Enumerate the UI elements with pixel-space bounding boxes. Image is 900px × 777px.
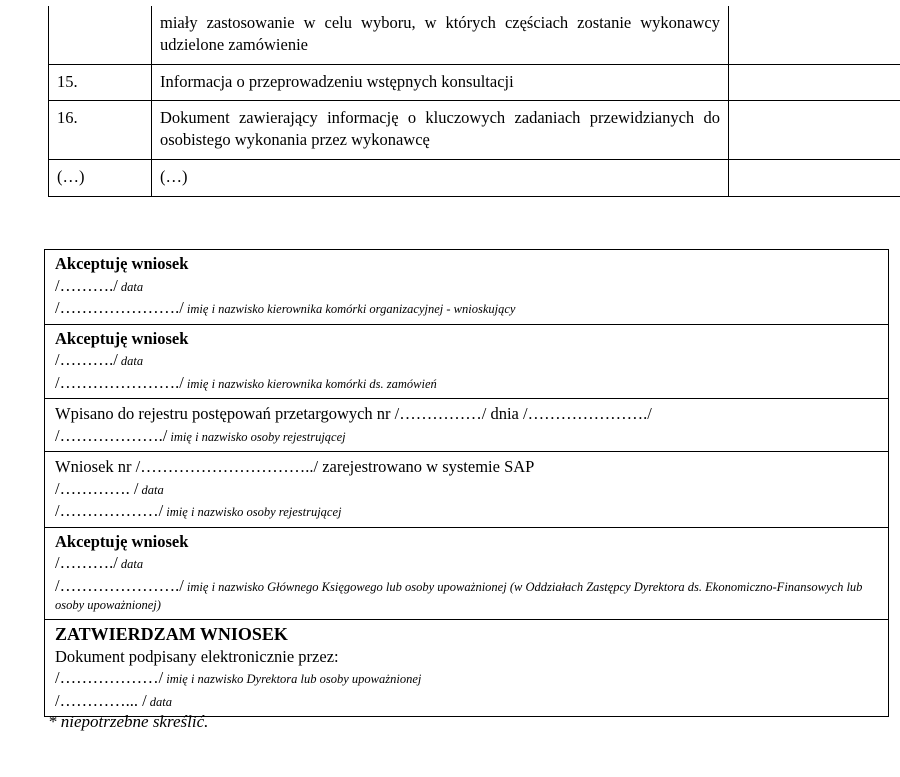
signature-line-caption: data — [117, 354, 144, 369]
requirements-table — [48, 6, 900, 197]
signature-line-name[interactable]: /…………………./ — [55, 372, 184, 392]
approval-block-ksiegowy — [45, 527, 889, 620]
approval-table — [44, 249, 889, 717]
row-description-cell: (…) — [152, 159, 729, 196]
block-title: Akceptuję wniosek — [55, 328, 189, 348]
signature-line-name[interactable]: /………………/ — [55, 501, 164, 521]
block-title: Akceptuję wniosek — [55, 254, 189, 273]
signature-line-date[interactable]: /………./ — [55, 350, 118, 370]
signature-line-date[interactable]: /…………. / — [55, 478, 139, 498]
table-row — [49, 159, 900, 196]
row-description-cell: Informacja o przeprowadzeniu wstępnych konsultacji — [152, 64, 729, 101]
signature-line-caption: imię i nazwisko kierownika komórki ds. zamówień — [183, 376, 437, 391]
signature-line-caption: data — [138, 482, 164, 497]
signature-line-caption: imię i nazwisko Dyrektora lub osoby upoważnionej — [163, 672, 422, 687]
signature-line-caption: data — [117, 279, 144, 294]
registry-entry-heading[interactable]: Wpisano do rejestru postępowań przetargowych nr /……………/ dnia /…………………./ — [55, 404, 652, 424]
signature-line-caption: imię i nazwisko osoby rejestrującej — [167, 429, 346, 444]
table-row — [49, 6, 900, 64]
row-blank-cell — [729, 101, 900, 160]
row-blank-cell — [729, 159, 900, 196]
approval-block-wnioskujacy — [45, 250, 889, 325]
row-description-cell: Dokument zawierający informację o kluczowych zadaniach przewidzianych do osobistego wykonania przez wykonawcę — [152, 101, 729, 160]
signature-line-date[interactable]: /………./ — [55, 275, 118, 295]
row-blank-cell — [729, 64, 900, 101]
block-title: Akceptuję wniosek — [55, 531, 189, 551]
final-approval-block — [45, 620, 889, 717]
signature-line-name[interactable]: /…………………./ — [55, 298, 184, 318]
signature-line-date[interactable]: /………./ — [55, 553, 118, 573]
sap-registration-heading[interactable]: Wniosek nr /…………………………../ zarejestrowano w systemie SAP — [55, 457, 535, 477]
signature-line-caption: imię i nazwisko osoby rejestrującej — [163, 505, 342, 520]
row-number-cell: 15. — [49, 64, 152, 101]
row-number-cell: 16. — [49, 101, 152, 160]
row-number-cell — [49, 6, 152, 64]
approval-block-zamowienia — [45, 324, 889, 399]
final-approval-title: ZATWIERDZAM WNIOSEK — [55, 624, 288, 645]
electronic-signature-note: Dokument podpisany elektronicznie przez: — [55, 646, 339, 666]
registry-entry-block — [45, 399, 889, 452]
footnote: * niepotrzebne skreślić. — [48, 712, 209, 731]
signature-line-caption: data — [146, 694, 173, 709]
table-row — [49, 64, 900, 101]
row-description-cell: miały zastosowanie w celu wyboru, w których częściach zostanie wykonawcy udzielone zamówienie — [152, 6, 729, 64]
table-row — [49, 101, 900, 160]
row-number-cell: (…) — [49, 159, 152, 196]
signature-line-name[interactable]: /…………………./ — [55, 575, 184, 595]
signature-line-caption: imię i nazwisko kierownika komórki organizacyjnej - wnioskujący — [183, 302, 516, 317]
signature-line-caption: data — [117, 557, 144, 572]
signature-line-caption: imię i nazwisko Głównego Księgowego lub osoby upoważnionej (w Oddziałach Zastępcy Dyrektora ds. Ekonomiczno-Finansowych lub osoby upoważnionej) — [55, 579, 863, 613]
row-blank-cell — [729, 6, 900, 64]
signature-line-date[interactable]: /…………... / — [55, 690, 147, 710]
signature-line-name[interactable]: /………………./ — [55, 425, 168, 445]
sap-registration-block — [45, 452, 889, 527]
signature-line-name[interactable]: /………………/ — [55, 668, 164, 688]
